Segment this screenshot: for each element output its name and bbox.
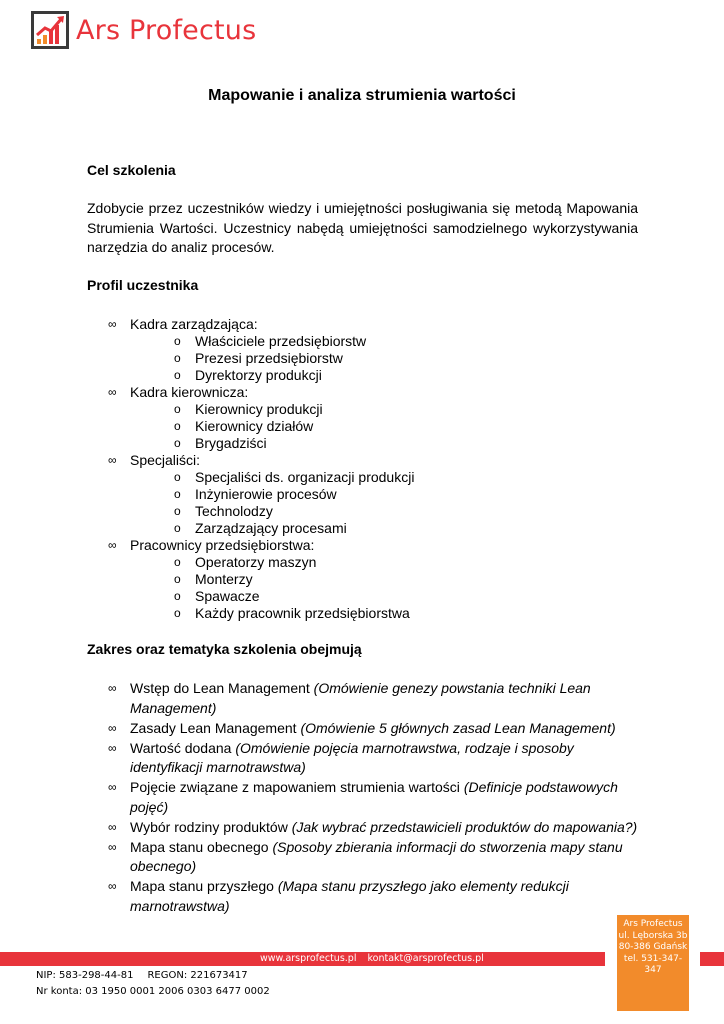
list-item: o Specjaliści ds. organizacji produkcji <box>174 469 415 485</box>
profile-group <box>108 452 628 537</box>
bank-account: Nr konta: 03 1950 0001 2006 0303 6477 0002 <box>36 986 270 997</box>
list-item: o Inżynierowie procesów <box>174 486 337 502</box>
infinity-bullet-icon: ∞ <box>108 720 117 735</box>
page-title: Mapowanie i analiza strumienia wartości <box>208 87 516 104</box>
address-line: 80-386 Gdańsk <box>618 942 688 952</box>
list-item: ∞ Wstęp do Lean Management (Omówienie genezy powstania techniki Lean Management) <box>108 680 591 716</box>
list-item: ∞ Mapa stanu przyszłego (Mapa stanu przyszłego jako elementy redukcji marnotrawstwa) <box>108 878 569 914</box>
infinity-bullet-icon: ∞ <box>108 317 117 331</box>
list-item: ∞ Zasady Lean Management (Omówienie 5 głównych zasad Lean Management) <box>108 719 643 739</box>
list-item: o Właściciele przedsiębiorstw <box>174 333 367 349</box>
circle-bullet-icon: o <box>174 589 181 603</box>
profile-group-label: Specjaliści: <box>130 452 201 468</box>
profile-group-label: Pracownicy przedsiębiorstwa: <box>130 537 315 553</box>
footer-bar <box>0 952 605 966</box>
address-line: tel. 531-347-347 <box>623 953 683 975</box>
list-item: ∞ Wybór rodziny produktów (Jak wybrać przedstawicieli produktów do mapowania?) <box>108 818 643 838</box>
logo-chart-icon <box>31 11 69 49</box>
list-item: ∞ Pojęcie związane z mapowaniem strumienia wartości (Definicje podstawowych pojęć) <box>108 779 618 815</box>
scope-heading: Zakres oraz tematyka szkolenia obejmują <box>87 641 362 657</box>
list-item: o Kierownicy produkcji <box>174 401 323 417</box>
profile-group <box>108 316 628 384</box>
company-logo <box>31 10 256 50</box>
footer-ids <box>36 970 262 981</box>
goal-text: Zdobycie przez uczestników wiedzy i umiejętności posługiwania się metodą Mapowania Strumienia Wartości. Uczestnicy nabędą umiejętności samodzielnego wykorzystywania narzędzia do analiz procesów. <box>87 200 638 255</box>
infinity-bullet-icon: ∞ <box>108 740 117 755</box>
circle-bullet-icon: o <box>174 419 181 433</box>
list-item: o Spawacze <box>174 588 260 604</box>
list-item: o Kierownicy działów <box>174 418 314 434</box>
circle-bullet-icon: o <box>174 351 181 365</box>
address-box <box>617 915 689 1011</box>
list-item: o Zarządzający procesami <box>174 520 347 536</box>
infinity-bullet-icon: ∞ <box>108 385 117 399</box>
list-item: o Każdy pracownik przedsiębiorstwa <box>174 605 410 621</box>
circle-bullet-icon: o <box>174 555 181 569</box>
profile-list <box>108 316 628 622</box>
list-item: ∞ Mapa stanu obecnego (Sposoby zbierania informacji do stworzenia mapy stanu obecnego) <box>108 838 623 874</box>
list-item: o Prezesi przedsiębiorstw <box>174 350 343 366</box>
infinity-bullet-icon: ∞ <box>108 681 117 695</box>
circle-bullet-icon: o <box>174 368 181 382</box>
goal-heading: Cel szkolenia <box>87 162 176 178</box>
circle-bullet-icon: o <box>174 436 181 450</box>
website-link[interactable]: www.arsprofectus.pl <box>260 953 357 964</box>
infinity-bullet-icon: ∞ <box>108 819 117 834</box>
nip: NIP: 583-298-44-81 <box>36 970 134 981</box>
profile-group <box>108 384 628 452</box>
circle-bullet-icon: o <box>174 521 181 535</box>
address-line: Ars Profectus <box>623 919 683 929</box>
regon: REGON: 221673417 <box>147 970 248 981</box>
footer-bar-end <box>700 952 724 966</box>
list-item: o Operatorzy maszyn <box>174 554 317 570</box>
profile-heading: Profil uczestnika <box>87 277 199 293</box>
circle-bullet-icon: o <box>174 504 181 518</box>
email-link[interactable]: kontakt@arsprofectus.pl <box>367 953 484 964</box>
circle-bullet-icon: o <box>174 334 181 348</box>
circle-bullet-icon: o <box>174 402 181 416</box>
profile-group <box>108 537 628 622</box>
logo-text: Ars Profectus <box>76 14 257 46</box>
scope-list <box>108 679 643 917</box>
infinity-bullet-icon: ∞ <box>108 839 117 854</box>
address-line: ul. Lęborska 3b <box>618 930 688 941</box>
list-item: o Dyrektorzy produkcji <box>174 367 322 383</box>
infinity-bullet-icon: ∞ <box>108 879 117 893</box>
list-item: o Monterzy <box>174 571 253 587</box>
list-item: ∞ Wartość dodana (Omówienie pojęcia marnotrawstwa, rodzaje i sposoby identyfikacji marnotrawstwa) <box>108 739 574 775</box>
circle-bullet-icon: o <box>174 572 181 586</box>
circle-bullet-icon: o <box>174 487 181 501</box>
circle-bullet-icon: o <box>174 470 181 484</box>
list-item: o Brygadziści <box>174 435 267 451</box>
profile-group-label: Kadra kierownicza: <box>130 384 249 400</box>
profile-group-label: Kadra zarządzająca: <box>130 316 258 332</box>
list-item: o Technolodzy <box>174 503 273 519</box>
circle-bullet-icon: o <box>174 606 181 620</box>
infinity-bullet-icon: ∞ <box>108 538 117 552</box>
infinity-bullet-icon: ∞ <box>108 453 117 467</box>
infinity-bullet-icon: ∞ <box>108 780 117 794</box>
